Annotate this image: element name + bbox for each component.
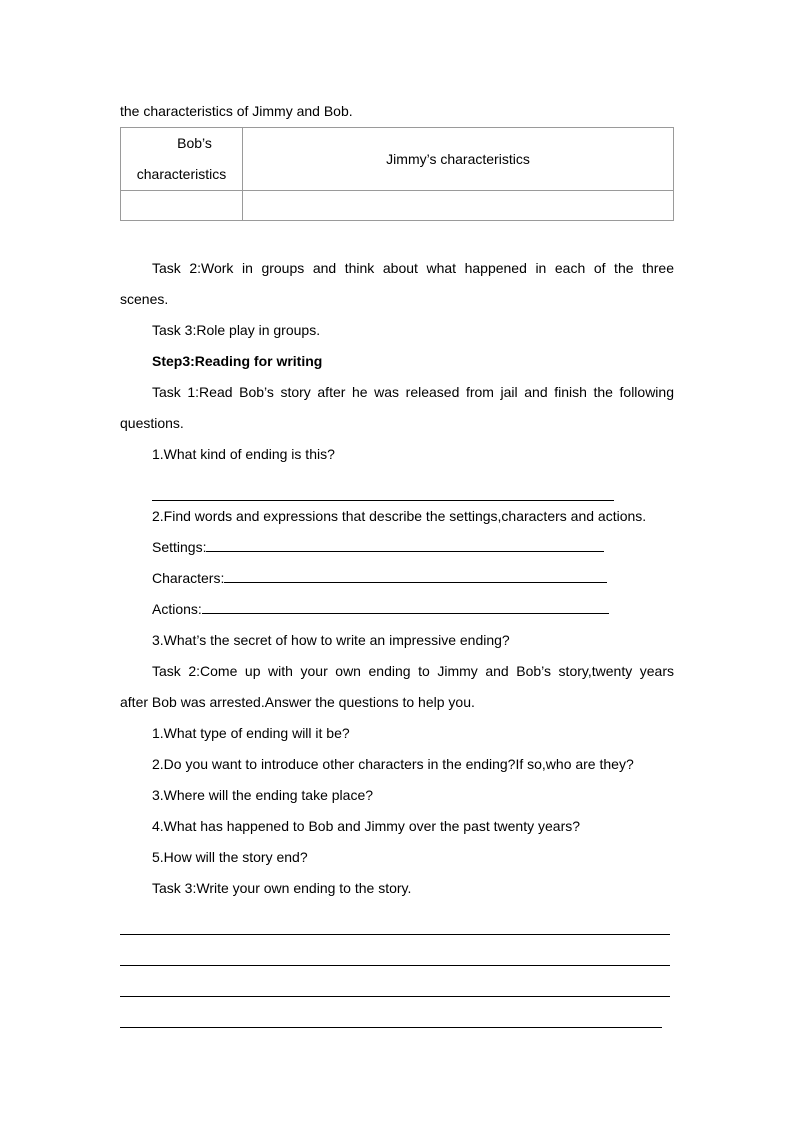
intro-line: the characteristics of Jimmy and Bob.	[120, 103, 353, 119]
task2-question-1: 1.What type of ending will it be?	[152, 725, 350, 741]
settings-blank[interactable]	[206, 535, 604, 552]
task2-question-3: 3.Where will the ending take place?	[152, 787, 374, 803]
table-header-row	[121, 128, 674, 191]
bob-characteristics-header	[121, 128, 243, 191]
reading-task3-line: Task 3:Write your own ending to the story.	[152, 880, 412, 896]
characters-blank[interactable]	[224, 566, 607, 583]
bob-header-line2: characteristics	[136, 166, 227, 182]
actions-label: Actions:	[152, 601, 202, 617]
reading-task1-line: Task 1:Read Bob’s story after he was released from jail and finish the following	[152, 384, 674, 400]
task2-line: Task 2:Work in groups and think about what happened in each of the three	[152, 260, 674, 276]
answer-line-q1-wrap	[120, 470, 674, 501]
jimmy-characteristics-cell[interactable]	[243, 191, 674, 221]
writing-line-3[interactable]	[120, 966, 670, 997]
settings-label: Settings:	[152, 539, 207, 555]
writing-line-1[interactable]	[120, 904, 670, 935]
jimmy-characteristics-header: Jimmy’s characteristics	[243, 128, 674, 191]
characters-row	[120, 563, 674, 594]
task2-question-4: 4.What has happened to Bob and Jimmy over the past twenty years?	[152, 818, 581, 834]
question-2: 2.Find words and expressions that describe the settings,characters and actions.	[152, 508, 647, 524]
reading-task1-continuation: questions.	[120, 415, 184, 431]
task3-line: Task 3:Role play in groups.	[152, 322, 321, 338]
task2-question-5: 5.How will the story end?	[152, 849, 308, 865]
writing-line-4[interactable]	[120, 997, 662, 1028]
table-row	[121, 191, 674, 221]
reading-task2-continuation: after Bob was arrested.Answer the questions to help you.	[120, 694, 475, 710]
actions-blank[interactable]	[202, 597, 609, 614]
characters-label: Characters:	[152, 570, 225, 586]
spacer	[120, 221, 674, 253]
question-3: 3.What’s the secret of how to write an impressive ending?	[152, 632, 510, 648]
characteristics-table	[120, 127, 674, 221]
actions-row	[120, 594, 674, 625]
settings-row	[120, 532, 674, 563]
step3-heading: Step3:Reading for writing	[152, 353, 323, 369]
task2-continuation: scenes.	[120, 291, 169, 307]
answer-line-q1[interactable]	[152, 470, 614, 501]
worksheet-content	[120, 96, 674, 1028]
bob-header-line1: Bob’s	[177, 135, 212, 151]
bob-characteristics-cell[interactable]	[121, 191, 243, 221]
reading-task2-line: Task 2:Come up with your own ending to Jimmy and Bob’s story,twenty years	[152, 663, 674, 679]
question-1: 1.What kind of ending is this?	[152, 446, 335, 462]
task2-question-2: 2.Do you want to introduce other characters in the ending?If so,who are they?	[152, 756, 634, 772]
writing-line-2[interactable]	[120, 935, 670, 966]
